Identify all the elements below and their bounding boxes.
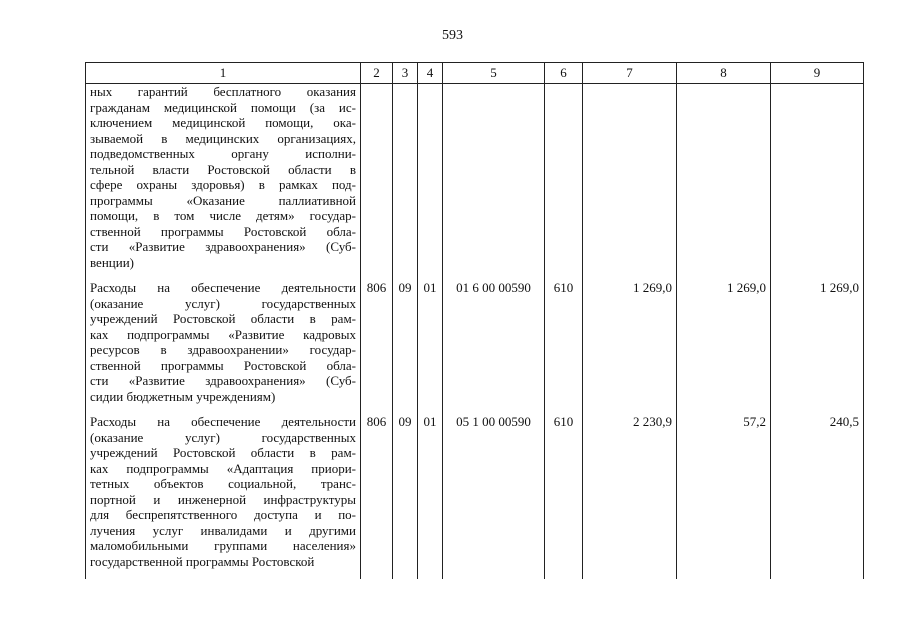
amount-year-3: 240,5 <box>771 414 864 579</box>
description-line: ках подпрограммы «Адаптация приори- <box>90 460 356 476</box>
amount-year-2: 1 269,0 <box>677 280 771 414</box>
description-line: зываемой в медицинских организациях, <box>90 130 356 146</box>
description-line: гражданам медицинской помощи (за ис- <box>90 99 356 115</box>
expense-type-code: 610 <box>545 280 583 414</box>
row-description <box>86 84 361 281</box>
column-header: 2 <box>361 63 393 84</box>
section-code: 09 <box>393 280 418 414</box>
description-line: подведомственных органу исполни- <box>90 146 356 161</box>
description-line: ственной программы Ростовской обла- <box>90 357 356 373</box>
ministry-code: 806 <box>361 280 393 414</box>
description-line: для беспрепятственного доступа и по- <box>90 507 356 522</box>
table-body <box>86 84 864 580</box>
section-code: 09 <box>393 414 418 579</box>
page-number: 593 <box>442 28 463 43</box>
description-line: учреждений Ростовской области в рам- <box>90 311 356 326</box>
table-header-row <box>86 63 864 84</box>
subsection-code: 01 <box>418 414 443 579</box>
description-line: венции) <box>90 254 134 270</box>
description-line: лучения услуг инвалидами и другими <box>90 522 356 538</box>
target-article-code: 05 1 00 00590 <box>443 414 545 579</box>
subsection-code <box>418 84 443 281</box>
table-row <box>86 84 864 281</box>
row-description <box>86 414 361 579</box>
description-line: тетных объектов социальной, транс- <box>90 476 356 491</box>
subsection-code: 01 <box>418 280 443 414</box>
target-article-code: 01 6 00 00590 <box>443 280 545 414</box>
column-header: 3 <box>393 63 418 84</box>
description-line: Расходы на обеспечение деятельности <box>90 414 356 429</box>
description-line: (оказание услуг) государственных <box>90 295 356 311</box>
column-header: 4 <box>418 63 443 84</box>
column-header: 9 <box>771 63 864 84</box>
amount-year-1: 2 230,9 <box>583 414 677 579</box>
ministry-code <box>361 84 393 281</box>
column-header: 1 <box>86 63 361 84</box>
description-line: сфере охраны здоровья) в рамках под- <box>90 177 356 192</box>
table-row <box>86 280 864 414</box>
description-line: учреждений Ростовской области в рам- <box>90 445 356 460</box>
description-line: государственной программы Ростовской <box>90 553 315 569</box>
column-header: 8 <box>677 63 771 84</box>
column-header: 6 <box>545 63 583 84</box>
expense-type-code: 610 <box>545 414 583 579</box>
amount-year-2: 57,2 <box>677 414 771 579</box>
description-line: ресурсов в здравоохранении» государ- <box>90 342 356 357</box>
table-row <box>86 414 864 579</box>
description-line: ках подпрограммы «Развитие кадровых <box>90 326 356 342</box>
description-line: тельной власти Ростовской области в <box>90 161 356 177</box>
target-article-code <box>443 84 545 281</box>
description-line: ственной программы Ростовской обла- <box>90 223 356 239</box>
row-description <box>86 280 361 414</box>
description-line: программы «Оказание паллиативной <box>90 192 356 208</box>
amount-year-2 <box>677 84 771 281</box>
description-line: ных гарантий бесплатного оказания <box>90 84 356 99</box>
description-line: сти «Развитие здравоохранения» (Суб- <box>90 239 356 254</box>
description-line: сти «Развитие здравоохранения» (Суб- <box>90 373 356 388</box>
column-header: 7 <box>583 63 677 84</box>
amount-year-3: 1 269,0 <box>771 280 864 414</box>
description-line: маломобильными группами населения» <box>90 538 356 553</box>
amount-year-3 <box>771 84 864 281</box>
budget-table <box>85 62 864 579</box>
description-line: помощи, в том числе детям» государ- <box>90 208 356 223</box>
amount-year-1: 1 269,0 <box>583 280 677 414</box>
description-line: (оказание услуг) государственных <box>90 429 356 445</box>
section-code <box>393 84 418 281</box>
description-line: Расходы на обеспечение деятельности <box>90 280 356 295</box>
description-line: сидии бюджетным учреждениям) <box>90 388 276 404</box>
column-header: 5 <box>443 63 545 84</box>
amount-year-1 <box>583 84 677 281</box>
description-line: портной и инженерной инфраструктуры <box>90 491 356 507</box>
expense-type-code <box>545 84 583 281</box>
ministry-code: 806 <box>361 414 393 579</box>
description-line: ключением медицинской помощи, ока- <box>90 115 356 130</box>
